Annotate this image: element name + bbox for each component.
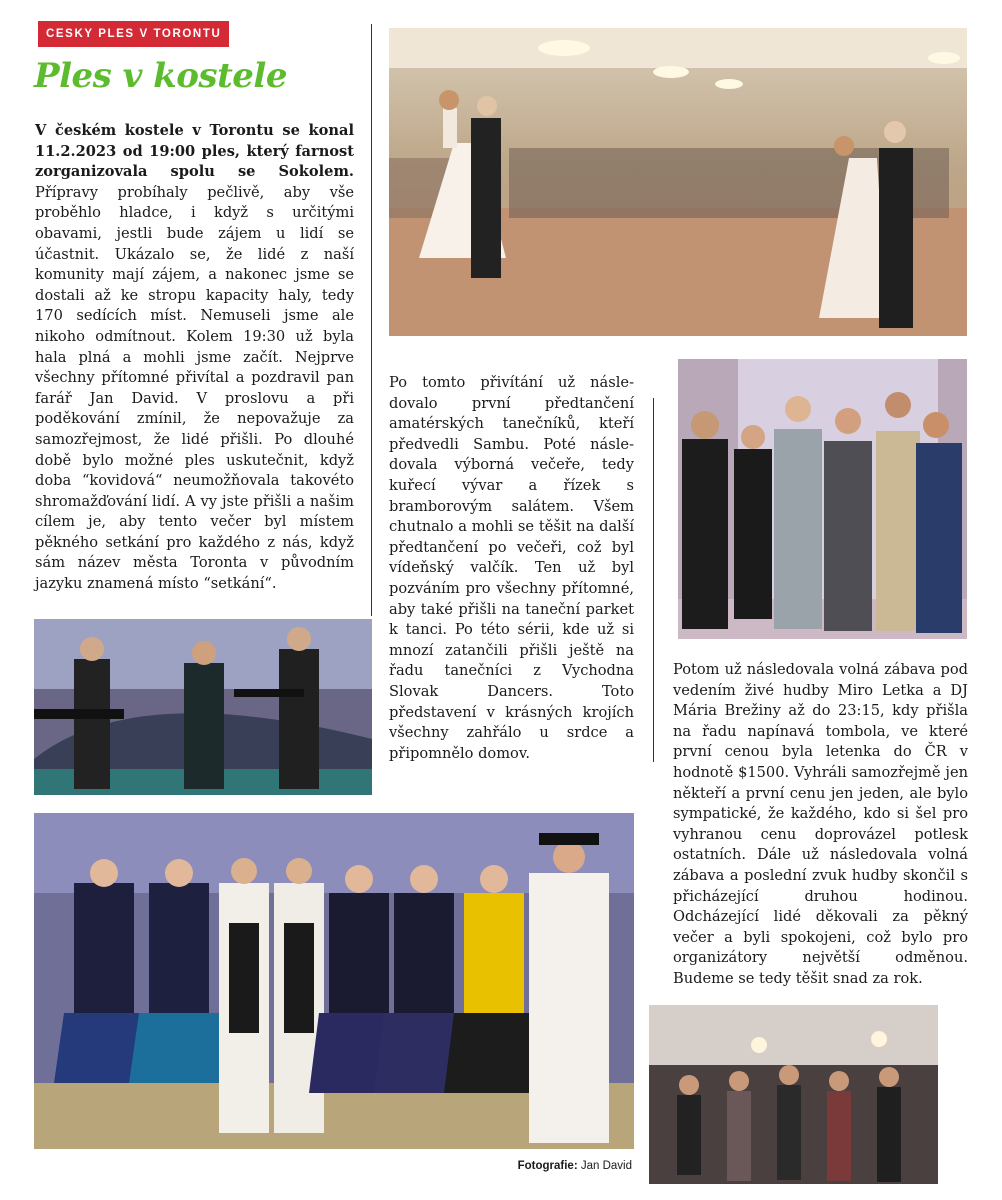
article-body-1: Přípravy probíhaly pečlivě, aby vše proběhlo hladce, i když s určitými obavami, jestli bude zájem u lidí se účastnit. Ukázalo se, že lidé z naší komunity mají zájem, a nakonec jsme se dostali až ke stropu kapacity haly, tedy 170 sedících míst. Nemuseli jsme ale nikoho odmítnout. Kolem 19:30 už byla hala plná a mohli jsme začít. Nejprve všechny přítomné přivítal a pozdravil pan farář Jan David. V proslovu a při poděkování zmínil, že nepovažuje za samozřejmost, že lidé přišli. Po dlouhé době bylo možné ples uskutečnit, když doba “kovidová“ neumožňovala takovéto shromažďování lidí. A vy jste přišli a našim cílem je, aby tento večer byl místem pěkného setkání pro každého z nás, když sám název města Toronta v původním jazyku znamená místo “setkání“. [35,183,354,593]
article-column-1 [35,121,354,595]
photo-live-band [34,619,372,795]
headline: Ples v kostele [34,56,287,96]
article-lead: V českém kostele v Torontu se konal 11.2.2023 od 19:00 ples, který farnost zorganizovala spolu se Sokolem. [35,122,354,181]
photo-ballroom-dance [389,28,967,336]
article-column-3 [673,660,968,990]
article-column-2 [389,373,634,764]
section-label: CESKY PLES V TORONTU [38,21,229,47]
article-body-3: Potom už následovala volná zábava pod vedením živé hudby Miro Letka a DJ Mária Brežiny až do 23:15, kdy přišla na řadu napínavá tombola, ve které první cenou byla letenka do ČR v hodnotě $1500. Vyhráli samozřejmě jen někteří a první cenu jen jeden, ale bylo sympatické, že každého, kdo si šel pro vyhranou cenu doprovázel potlesk ostatních. Dále už následovala volná zábava a poslední zvuk hudby skončil s přicházející druhou hodinou. Odcházející lidé děkovali za pěkný večer a byli spokojeni, což bylo pro organizátory největší odměnou. Budeme se tedy těšit snad za rok. [673,661,968,987]
photo-credit-label: Fotografie: [517,1160,578,1172]
article-body-2: Po tomto přivítání už následovalo první předtančení amatérských tanečníků, kteří předvedli Sambu. Poté následovala výborná večeře, tedy kuřecí vývar a řízek s bramborovým salátem. Všem chutnalo a mohli se těšit na další předtančení po večeři, což byl vídeňský valčík. Ten už byl pozváním pro všechny přítomné, aby také přišli na taneční parket k tanci. Po této sérii, kde už si mnozí zatančili přišli ještě na řadu tanečníci z Vychodna Slovak Dancers. Toto představení v krásných krojích všechny zahřálo u srdce a připomnělo domov. [389,374,634,762]
photo-credit [518,1160,632,1172]
column-divider-1 [371,24,372,616]
photo-group-friends [678,359,967,639]
photo-folk-dancers [34,813,634,1149]
photo-dance-floor-crowd [649,1005,938,1184]
photo-credit-name: Jan David [580,1160,632,1172]
column-divider-2 [653,398,654,762]
